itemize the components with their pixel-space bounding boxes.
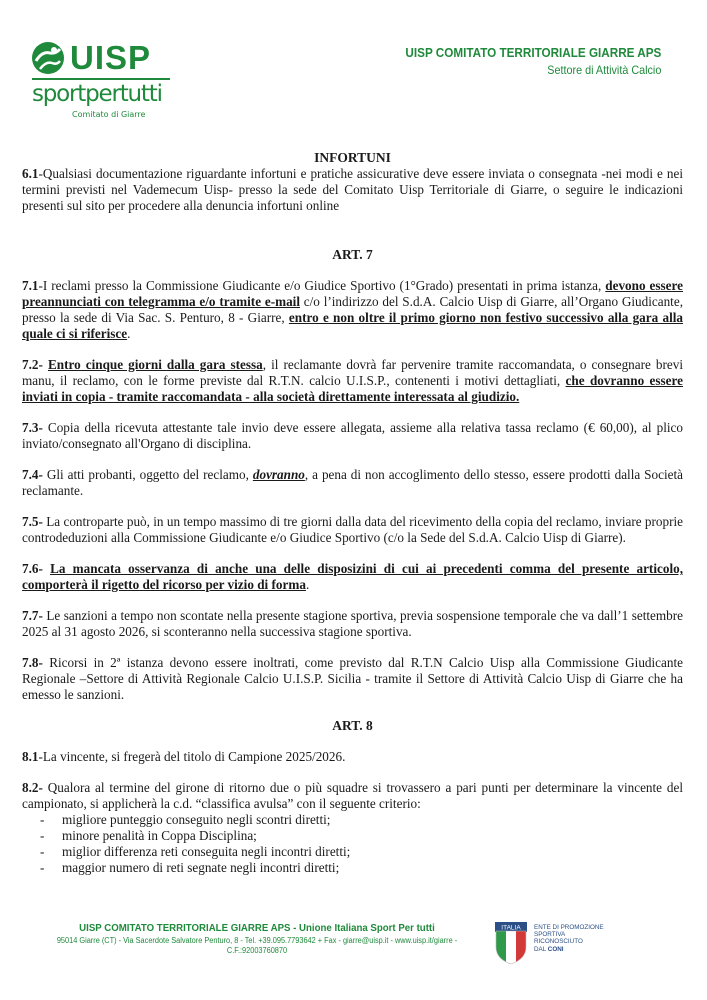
coni-name: CONI [547,945,564,953]
paragraph-7-4 [22,467,683,499]
paragraph-7-7 [22,608,683,640]
clause-text: -La vincente, si fregerà del titolo di Campione 2025/2026. [38,749,346,764]
uisp-logo [30,40,180,125]
clause-emphasis: entro e non oltre il primo giorno non festivo successivo alla gara alla quale ci si riferisce [22,310,683,341]
clause-number: 7.6- [22,561,43,576]
logo-divider [32,78,170,80]
criteria-list [22,812,683,876]
clause-number: 7.5- [22,514,43,529]
clause-text: Le sanzioni a tempo non scontate nella presente stagione sportiva, previa sospensione temporale che va dall’1 settembre 2025 al 31 agosto 2026, si sconteranno nella successiva stagione sportiva. [22,608,683,639]
footer-address: 95014 Giarre (CT) - Via Sacerdote Salvatore Penturo, 8 - Tel. +39.095.7793642 + Fax - giarre@uisp.it - www.uisp.it/giarre - C.F.:92003760870 [56,936,458,955]
italy-shield-icon [494,921,528,965]
paragraph-7-6 [22,561,683,593]
clause-number: 7.8- [22,655,43,670]
clause-text: -I reclami presso la Commissione Giudicante e/o Giudice Sportivo (1°Grado) presentati in prima istanza, [38,278,606,293]
clause-text: , a pena di non accoglimento dello stesso, essere prodotti dalla Società reclamante. [22,467,683,498]
clause-emphasis: La mancata osservanza di anche una delle disposizini di cui ai precedenti comma del presente articolo, comporterà il rigetto del ricorso per vizio di forma [22,561,683,592]
shield-label: ITALIA [501,924,521,932]
clause-text: . [305,577,310,592]
clause-number: 6.1 [22,166,39,181]
clause-number: 7.7- [22,608,43,623]
letterhead [377,45,661,77]
clause-text: , il reclamante dovrà far pervenire tramite raccomandata, o consegnare brevi manu, il reclamo, con le forme previste dal R.T.N. calcio U.I.S.P., contenenti i motivi dettagliati, [22,357,684,388]
document-body [22,150,683,876]
clause-text: -Qualsiasi documentazione riguardante infortuni e pratiche assicurative deve essere inviata o consegnata -nei modi e nei termini previsti nel Vademecum Uisp- presso la sede del Comitato Uisp Territoriale di Giarre, o seguire le indicazioni presenti sul sito per procedere alla denuncia infortuni online [22,166,683,213]
clause-emphasis: devono essere preannunciati con telegramma e/o tramite e-mail [22,278,683,309]
coni-line: RICONOSCIUTO [534,938,583,946]
paragraph-7-2 [22,357,683,405]
runner-emblem-icon [30,41,66,75]
footer-title: UISP COMITATO TERRITORIALE GIARRE APS - Unione Italiana Sport Per tutti [79,922,435,934]
paragraph-7-8 [22,655,683,703]
paragraph-6-1 [22,166,683,214]
clause-text: Gli atti probanti, oggetto del reclamo, [42,467,253,482]
clause-text: . [127,326,131,341]
heading-infortuni: INFORTUNI [314,150,391,165]
clause-text: Qualora al termine del girone di ritorno due o più squadre si trovassero a pari punti per determinare la vincente del campionato, si applicherà la c.d. “classifica avulsa” con il seguente criterio: [22,780,683,811]
coni-line: ENTE DI PROMOZIONE [534,924,604,931]
logo-committee: Comitato di Giarre [72,110,146,119]
coni-line [534,946,604,953]
coni-prefix: DAL [534,945,548,953]
clause-text: Copia della ricevuta attestante tale invio deve essere allegata, assieme alla relativa tassa reclamo (€ 60,00), al plico inviato/consegnato all'Organo di disciplina. [22,420,683,451]
coni-line: SPORTIVA [534,931,566,939]
clause-emphasis: che dovranno essere inviati in copia - tramite raccomandata - alla società direttamente interessata al giudizio. [22,373,683,404]
clause-number: 7.2- [22,357,43,372]
paragraph-8-1 [22,749,683,765]
clause-number: 7.1 [22,278,39,293]
heading-art-8: ART. 8 [332,718,373,733]
logo-brand: UISP [70,39,152,76]
clause-text: Ricorsi in 2ª istanza devono essere inoltrati, come previsto dal R.T.N Calcio Uisp alla Commissione Giudicante Regionale –Settore di Attività Regionale Calcio U.I.S.P. Sicilia - tramite il Settore di Attività Calcio Uisp di Giarre che ha emesso le sanzioni. [22,655,683,702]
footer [22,922,492,956]
clause-emphasis: dovranno [252,467,305,482]
clause-number: 7.3- [22,420,43,435]
coni-recognition [534,924,604,969]
list-item: - migliore punteggio conseguito negli scontri diretti; [40,812,683,828]
list-item: - minore penalità in Coppa Disciplina; [40,828,683,844]
clause-number: 8.2- [22,780,43,795]
paragraph-8-2 [22,780,683,812]
letterhead-title: UISP COMITATO TERRITORIALE GIARRE APS [405,45,661,60]
paragraph-7-3 [22,420,683,452]
letterhead-subtitle: Settore di Attività Calcio [546,63,661,77]
list-item: - miglior differenza reti conseguita negli incontri diretti; [40,844,683,860]
paragraph-7-5 [22,514,683,546]
logo-tagline: sportpertutti [32,81,162,107]
clause-text: La controparte può, in un tempo massimo di tre giorni dalla data del ricevimento della copia del reclamo, inviare proprie controdeduzioni alla Commissione Giudicante e/o Giudice Sportivo (c/o la Sede del S.d.A. Calcio Uisp di Giarre). [22,514,683,545]
coni-badge [494,921,624,969]
clause-number: 7.4- [22,467,43,482]
clause-number: 8.1 [22,749,39,764]
clause-text: c/o l’indirizzo del S.d.A. Calcio Uisp di Giarre, all’Organo Giudicante, presso la sede di Via Sac. S. Penturo, 8 - Giarre, [22,294,683,325]
clause-emphasis: Entro cinque giorni dalla gara stessa [47,357,263,372]
paragraph-7-1 [22,278,683,342]
list-item: - maggior numero di reti segnate negli incontri diretti; [40,860,683,876]
heading-art-7: ART. 7 [332,247,373,262]
